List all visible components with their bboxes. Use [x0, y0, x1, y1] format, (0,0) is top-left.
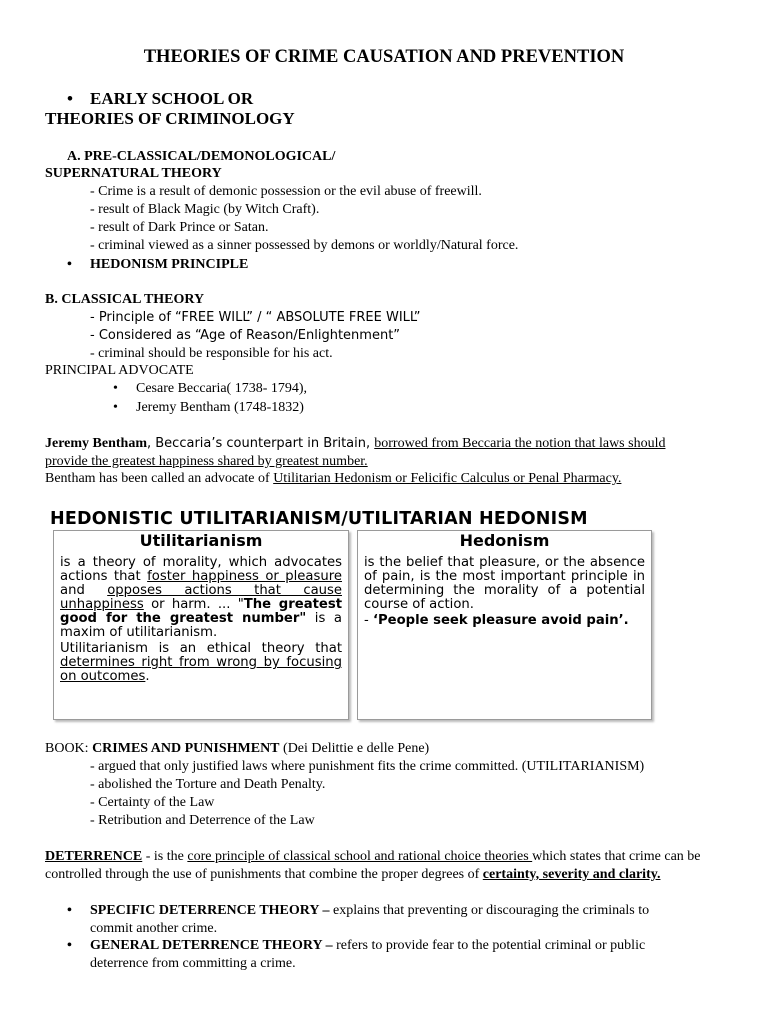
- utilitarianism-cell: [53, 530, 349, 720]
- section-b-heading: B. CLASSICAL THEORY: [45, 292, 205, 307]
- bullet-glyph: •: [67, 89, 73, 108]
- utilitarianism-heading: Utilitarianism: [139, 531, 263, 550]
- book-label: BOOK:: [45, 741, 93, 756]
- bentham-advocate-line: [45, 470, 621, 488]
- principal-advocate-label: PRINCIPAL ADVOCATE: [45, 363, 194, 378]
- util-text: or harm. ... ": [143, 597, 244, 612]
- util-opposes: opposes actions that cause unhappiness: [60, 583, 342, 612]
- advocate-item: Jeremy Bentham (1748-1832): [136, 400, 304, 415]
- general-deterrence: [90, 937, 645, 955]
- book-item: - argued that only justified laws where punishment fits the crime committed. (UTILITARIANISM): [90, 759, 645, 774]
- deterrence-text: which states that crime can be controlled through the use of punishments that combine the proper degrees of: [45, 849, 701, 882]
- criminology-heading: THEORIES OF CRIMINOLOGY: [45, 109, 295, 128]
- util-text: .: [145, 669, 150, 684]
- book-item: - Certainty of the Law: [90, 795, 215, 810]
- bentham-line-2: provide the greatest happiness shared by greatest number.: [45, 454, 368, 469]
- general-text: refers to provide fear to the potential criminal or public: [336, 938, 646, 953]
- util-text: is a maxim of utilitarianism.: [60, 611, 342, 640]
- advocate-item: Cesare Beccaria( 1738- 1794),: [136, 381, 308, 396]
- hedonism-heading: Hedonism: [459, 531, 550, 550]
- advocate-bullet: •: [113, 400, 118, 415]
- util-outcomes: determines right from wrong by focusing on outcomes: [60, 655, 342, 684]
- bentham-counterpart: , Beccaria’s counterpart in Britain,: [147, 436, 375, 451]
- util-foster: foster happiness or pleasure: [147, 569, 342, 584]
- page-title: THEORIES OF CRIME CAUSATION AND PREVENTION: [143, 47, 625, 67]
- hedonism-body: [358, 556, 651, 628]
- specific-text: explains that preventing or discouraging the criminals to: [333, 903, 650, 918]
- specific-text-cont: commit another crime.: [90, 921, 218, 936]
- general-label: GENERAL DETERRENCE THEORY –: [90, 938, 337, 953]
- general-text-cont: deterrence from committing a crime.: [90, 956, 296, 971]
- hedonism-principle: HEDONISM PRINCIPLE: [90, 257, 249, 272]
- section-a-subheading: SUPERNATURAL THEORY: [45, 166, 222, 181]
- early-school-heading: EARLY SCHOOL OR: [90, 89, 254, 108]
- util-text: and: [60, 583, 108, 598]
- book-subtitle: (Dei Delittie e delle Pene): [279, 741, 430, 756]
- table-title: HEDONISTIC UTILITARIANISM/UTILITARIAN HEDONISM: [50, 509, 588, 529]
- section-a-item: - Crime is a result of demonic possession or the evil abuse of freewill.: [90, 184, 482, 199]
- hedonism-cell: [357, 530, 652, 720]
- early-school-bullet: [67, 90, 73, 108]
- bentham-name: Jeremy Bentham: [45, 436, 147, 451]
- section-a-item: - result of Black Magic (by Witch Craft).: [90, 202, 320, 217]
- specific-label: SPECIFIC DETERRENCE THEORY –: [90, 903, 333, 918]
- deterrence-text: - is the: [142, 849, 188, 864]
- book-line: [45, 740, 429, 758]
- book-item: - abolished the Torture and Death Penalty.: [90, 777, 326, 792]
- util-maxim: The greatest good for the greatest number": [60, 597, 342, 626]
- utilitarianism-body: [54, 556, 348, 684]
- hedonism-bullet: •: [67, 257, 72, 272]
- bentham-advocate-link: Utilitarian Hedonism or Felicific Calculus or Penal Pharmacy.: [273, 471, 622, 486]
- util-text: is a theory of morality, which advocates actions that: [60, 555, 342, 584]
- hedonism-dash: -: [364, 613, 373, 628]
- deterrence-paragraph: [45, 848, 715, 884]
- bentham-line-1: [45, 435, 665, 453]
- book-title: CRIMES AND PUNISHMENT: [92, 741, 280, 756]
- util-text: Utilitarianism is an ethical theory that: [60, 641, 342, 656]
- section-a-item: - result of Dark Prince or Satan.: [90, 220, 269, 235]
- section-a-heading: A. PRE-CLASSICAL/DEMONOLOGICAL/: [67, 149, 336, 164]
- general-bullet: •: [67, 938, 72, 953]
- deterrence-term: DETERRENCE: [45, 849, 143, 864]
- section-b-item: - criminal should be responsible for his act.: [90, 346, 333, 361]
- hedonism-quote: ‘People seek pleasure avoid pain’.: [372, 613, 629, 628]
- specific-deterrence: [90, 902, 649, 920]
- section-b-item: - Principle of “FREE WILL” / “ ABSOLUTE FREE WILL”: [90, 310, 421, 325]
- section-a-item: - criminal viewed as a sinner possessed by demons or worldly/Natural force.: [90, 238, 519, 253]
- bentham-advocate-prefix: Bentham has been called an advocate of: [45, 471, 274, 486]
- hedonism-definition: is the belief that pleasure, or the absence of pain, is the most important principle in determining the morality of a potential course of action.: [364, 555, 645, 612]
- deterrence-csc: certainty, severity and clarity.: [482, 867, 661, 882]
- bentham-borrowed: borrowed from Beccaria the notion that laws should: [374, 436, 666, 451]
- section-b-item: - Considered as “Age of Reason/Enlightenment”: [90, 328, 401, 343]
- book-item: - Retribution and Deterrence of the Law: [90, 813, 315, 828]
- deterrence-core: core principle of classical school and rational choice theories: [187, 849, 533, 864]
- specific-bullet: •: [67, 903, 72, 918]
- advocate-bullet: •: [113, 381, 118, 396]
